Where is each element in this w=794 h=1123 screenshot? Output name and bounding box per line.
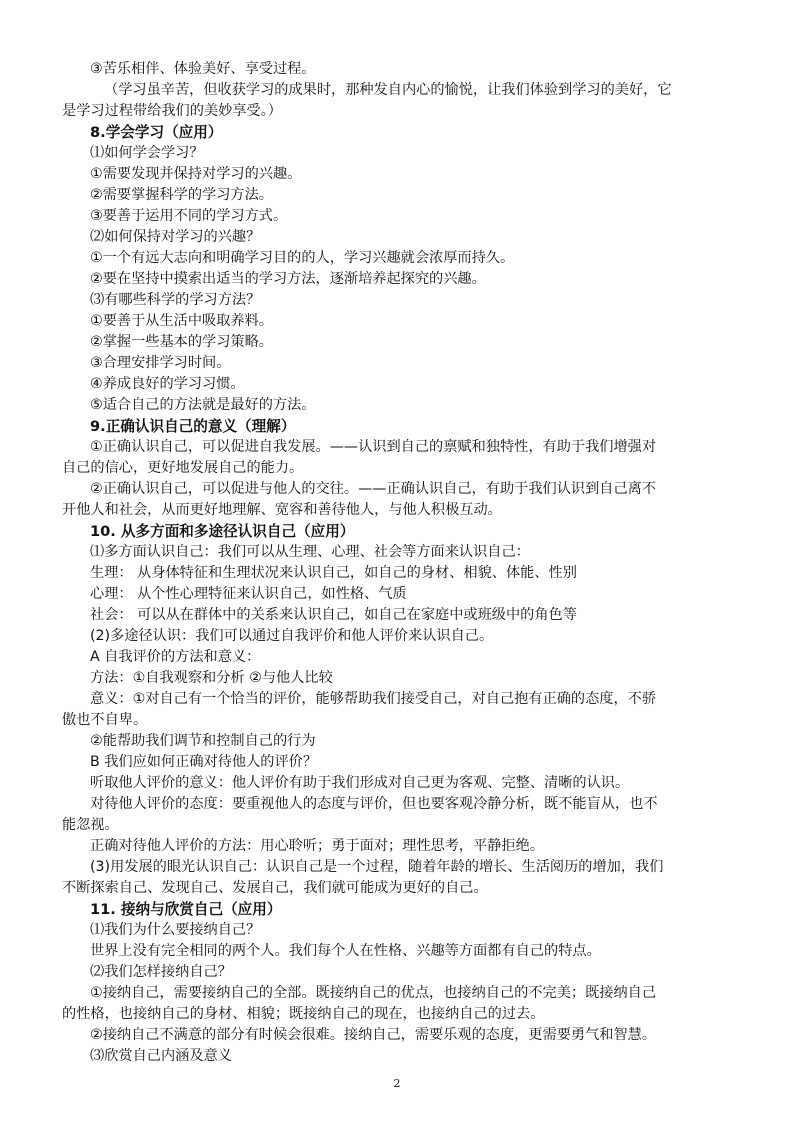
text-line: 傲也不自卑。 bbox=[62, 712, 148, 728]
section-heading: 10. 从多方面和多途径认识自己（应用） bbox=[90, 523, 355, 540]
text-line: 自己的信心，更好地发展自己的能力。 bbox=[62, 460, 304, 476]
text-line: 能忽视。 bbox=[62, 817, 119, 833]
section-heading: 11. 接纳与欣赏自己（应用） bbox=[90, 901, 282, 918]
text-line: 生理： 从身体特征和生理状况来认识自己，如自己的身材、相貌、体能、性别 bbox=[90, 565, 577, 581]
text-line: （学习虽辛苦，但收获学习的成果时，那种发自内心的愉悦，让我们体验到学习的美好，它 bbox=[104, 82, 672, 98]
text-line: ②正确认识自己，可以促进与他人的交往。——正确认识自己，有助于我们认识到自己离不 bbox=[90, 481, 657, 497]
text-line: A 自我评价的方法和意义： bbox=[90, 649, 261, 665]
text-line: ⑴如何学会学习？ bbox=[90, 145, 204, 161]
text-line: ①接纳自己，需要接纳自己的全部。既接纳自己的优点，也接纳自己的不完美；既接纳自己 bbox=[90, 985, 657, 1001]
text-line: ⑴我们为什么要接纳自己？ bbox=[90, 922, 261, 938]
text-line: 世界上没有完全相同的两个人。我们每个人在性格、兴趣等方面都有自己的特点。 bbox=[90, 943, 601, 959]
text-line: 的性格，也接纳自己的身材、相貌；既接纳自己的现在，也接纳自己的过去。 bbox=[62, 1006, 545, 1022]
text-line: ②掌握一些基本的学习策略。 bbox=[90, 334, 273, 350]
text-line: 正确对待他人评价的方法：用心聆听；勇于面对；理性思考，平静拒绝。 bbox=[90, 838, 545, 854]
text-line: ③苦乐相伴、体验美好、享受过程。 bbox=[90, 61, 316, 77]
text-line: 意义：①对自己有一个恰当的评价，能够帮助我们接受自己，对自己抱有正确的态度，不骄 bbox=[90, 691, 657, 707]
text-line: 社会： 可以从在群体中的关系来认识自己，如自己在家庭中或班级中的角色等 bbox=[90, 607, 577, 623]
text-line: ⑶有哪些科学的学习方法？ bbox=[90, 292, 261, 308]
section-heading: 8.学会学习（应用） bbox=[90, 124, 223, 141]
text-line: ②接纳自己不满意的部分有时候会很难。接纳自己，需要乐观的态度，更需要勇气和智慧。 bbox=[90, 1027, 657, 1043]
text-line: ⑴多方面认识自己：我们可以从生理、心理、社会等方面来认识自己： bbox=[90, 544, 530, 560]
text-line: 听取他人评价的意义：他人评价有助于我们形成对自己更为客观、完整、清晰的认识。 bbox=[90, 775, 630, 791]
text-line: (2)多途径认识：我们可以通过自我评价和他人评价来认识自己。 bbox=[90, 628, 494, 644]
text-line: 开他人和社会，从而更好地理解、宽容和善待他人，与他人积极互动。 bbox=[62, 502, 502, 518]
page-number: 2 bbox=[393, 1077, 401, 1090]
text-line: ⑵我们怎样接纳自己？ bbox=[90, 964, 232, 980]
text-line: ②需要掌握科学的学习方法。 bbox=[90, 187, 273, 203]
text-line: ③合理安排学习时间。 bbox=[90, 355, 231, 371]
text-line: ②要在坚持中摸索出适当的学习方法，逐渐培养起探究的兴趣。 bbox=[90, 271, 486, 287]
text-line: ①要善于从生活中吸取养料。 bbox=[90, 313, 273, 329]
text-line: ②能帮助我们调节和控制自己的行为 bbox=[90, 733, 316, 749]
text-line: ④养成良好的学习习惯。 bbox=[90, 376, 245, 392]
text-line: 是学习过程带给我们的美妙享受。） bbox=[62, 103, 282, 119]
text-line: B 我们应如何正确对待他人的评价？ bbox=[90, 754, 318, 770]
section-heading: 9.正确认识自己的意义（理解） bbox=[90, 418, 296, 435]
text-line: ⑤适合自己的方法就是最好的方法。 bbox=[90, 397, 316, 413]
text-line: (3)用发展的眼光认识自己：认识自己是一个过程，随着年龄的增长、生活阅历的增加，我们 bbox=[90, 859, 664, 875]
text-line: ⑵如何保持对学习的兴趣？ bbox=[90, 229, 261, 245]
text-line: ③要善于运用不同的学习方式。 bbox=[90, 208, 288, 224]
text-line: ①正确认识自己，可以促进自我发展。——认识到自己的禀赋和独特性，有助于我们增强对 bbox=[90, 439, 657, 455]
text-line: 心理： 从个性心理特征来认识自己，如性格、气质 bbox=[90, 586, 407, 602]
text-line: ①需要发现并保持对学习的兴趣。 bbox=[90, 166, 302, 182]
text-line: 方法：①自我观察和分析 ②与他人比较 bbox=[90, 670, 333, 686]
text-line: 不断探索自己、发现自己、发展自己，我们就可能成为更好的自己。 bbox=[62, 880, 488, 896]
text-line: ⑶欣赏自己内涵及意义 bbox=[90, 1048, 232, 1064]
text-line: ①一个有远大志向和明确学习目的的人，学习兴趣就会浓厚而持久。 bbox=[90, 250, 515, 266]
text-line: 对待他人评价的态度：要重视他人的态度与评价，但也要客观冷静分析，既不能盲从，也不 bbox=[90, 796, 658, 812]
